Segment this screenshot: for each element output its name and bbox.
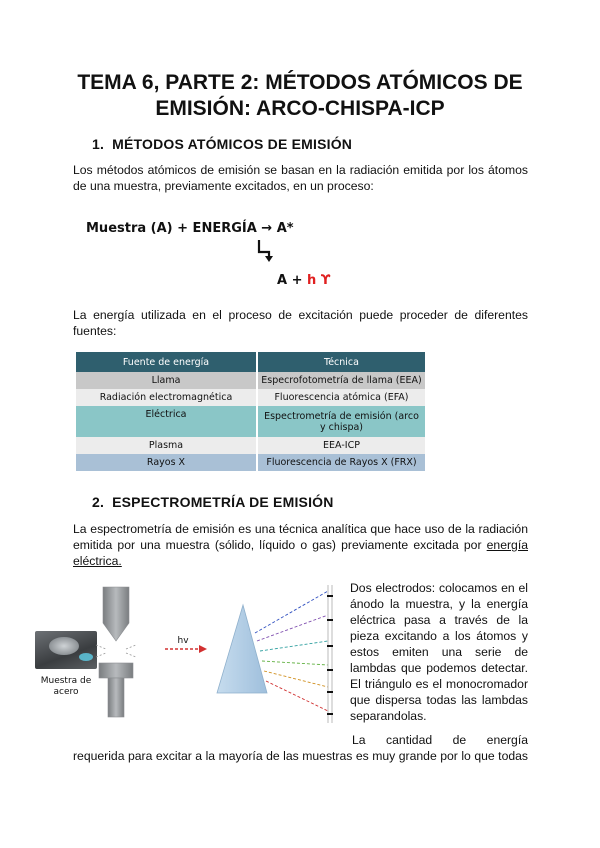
- section-1-heading: [92, 136, 352, 152]
- table-cell: EEA-ICP: [257, 437, 425, 454]
- equation-left: Muestra (A) + ENERGÍA → A*: [86, 221, 294, 236]
- table-row: [76, 437, 425, 454]
- table-row: [76, 454, 425, 471]
- table-cell: Eléctrica: [76, 406, 257, 437]
- spectro-underlined: energía eléctrica.: [73, 538, 528, 568]
- section-2-number: 2.: [92, 494, 105, 510]
- equation-arrow-icon: [255, 239, 275, 263]
- lower-electrode: [99, 663, 133, 717]
- figure-description: Dos electrodos: colocamos en el ánodo la muestra, y la energía eléctrica pasa a través de la pieza excitando a los átomos y estos emiten una serie de lambdas que podemos detectar. El triángulo es el monocromador que dispersa todas las lambdas separandolas.: [350, 581, 528, 723]
- spark-lines: [96, 645, 136, 657]
- table-cell: Radiación electromagnética: [76, 389, 257, 406]
- section-1-title: MÉTODOS ATÓMICOS DE EMISIÓN: [112, 136, 353, 152]
- sample-label-line-2: acero: [53, 687, 79, 697]
- table-header-source: Fuente de energía: [76, 352, 257, 372]
- sample-label: [36, 676, 96, 698]
- hv-label: hv: [177, 636, 189, 646]
- table-cell: Especrofotometría de llama (EEA): [257, 372, 425, 389]
- spark-glow: [79, 653, 93, 661]
- sample-highlight: [49, 637, 79, 655]
- emission-diagram: [95, 585, 340, 725]
- section-2-heading: [92, 494, 334, 510]
- sample-label-line-1: Muestra de: [40, 676, 92, 686]
- detector-strip: [327, 585, 333, 723]
- monochromator-prism: [217, 605, 267, 693]
- page-title: [40, 70, 560, 122]
- title-line-1: TEMA 6, PARTE 2: MÉTODOS ATÓMICOS DE: [77, 71, 523, 94]
- bottom-text: La cantidad de energía requerida para excitar a la mayoría de las muestras es muy grande por lo que todas: [73, 733, 528, 763]
- table-header-row: [76, 352, 425, 372]
- bottom-paragraph: [73, 732, 528, 764]
- equation-product-a: A +: [277, 273, 308, 288]
- title-line-2: EMISIÓN: ARCO-CHISPA-ICP: [155, 97, 445, 120]
- spectro-text: La espectrometría de emisión es una técnica analítica que hace uso de la radiación emitida por una muestra (sólido, líquido o gas) previamente excitada por: [73, 522, 528, 552]
- section-2-title: ESPECTROMETRÍA DE EMISIÓN: [112, 494, 334, 510]
- upper-electrode: [103, 587, 129, 641]
- equation-product-hv: h ϒ: [307, 273, 331, 288]
- table-cell: Fluorescencia atómica (EFA): [257, 389, 425, 406]
- intro-paragraph: Los métodos atómicos de emisión se basan en la radiación emitida por los átomos de una muestra, previamente excitados, en un proceso:: [73, 163, 528, 193]
- table-row: [76, 406, 425, 437]
- table-row: [76, 389, 425, 406]
- spectro-paragraph: [73, 521, 528, 569]
- table-cell: Plasma: [76, 437, 257, 454]
- section-1-number: 1.: [92, 136, 105, 152]
- energy-paragraph: La energía utilizada en el proceso de excitación puede proceder de diferentes fuentes:: [73, 308, 528, 338]
- table-cell: Rayos X: [76, 454, 257, 471]
- energy-sources-table: [76, 352, 425, 471]
- table-cell: Fluorescencia de Rayos X (FRX): [257, 454, 425, 471]
- hv-arrow: [165, 645, 207, 653]
- table-row: [76, 372, 425, 389]
- table-header-technique: Técnica: [257, 352, 425, 372]
- table-cell: Llama: [76, 372, 257, 389]
- equation-product: [277, 273, 331, 288]
- table-cell: Espectrometría de emisión (arco y chispa): [257, 406, 425, 437]
- steel-sample-photo: [35, 631, 97, 669]
